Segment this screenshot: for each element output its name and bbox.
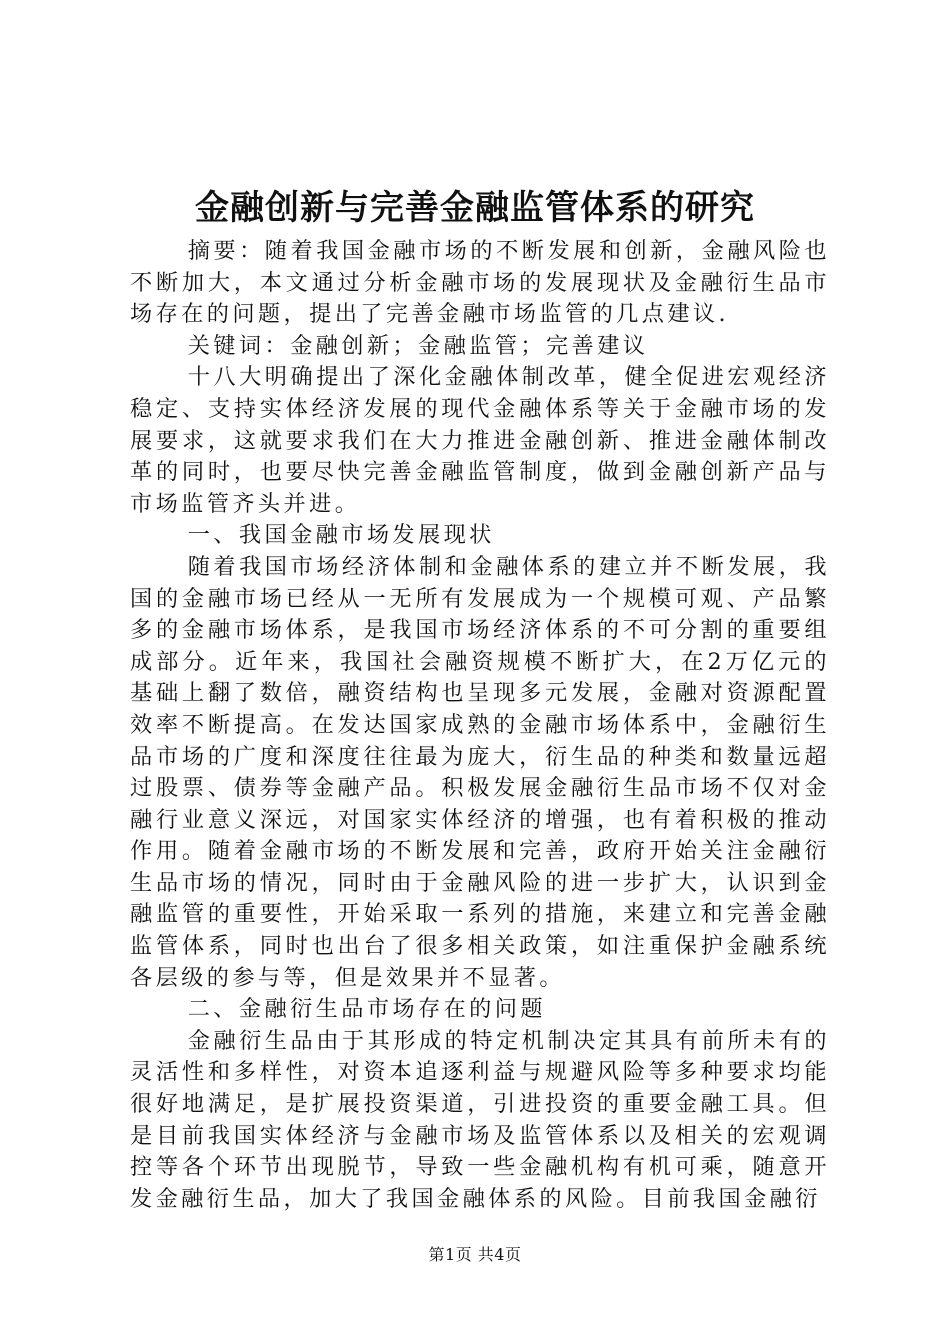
section-heading-2: 二、金融衍生品市场存在的问题: [187, 996, 546, 1023]
document-title: 金融创新与完善金融监管体系的研究: [195, 188, 755, 228]
intro-paragraph: 十八大明确提出了深化金融体制改革，健全促进宏观经济稳定、支持实体经济发展的现代金融体系等关于金融市场的发展要求，这就要求我们在大力推进金融创新、推进金融体制改革的同时，也要尽快完善金融监管制度，做到金融创新产品与市场监管齐头并进。: [130, 364, 830, 517]
section-heading-1: 一、我国金融市场发展现状: [187, 522, 495, 549]
keywords-paragraph: 关键词：金融创新；金融监管；完善建议: [187, 332, 649, 359]
document-body: [130, 236, 830, 1215]
abstract-paragraph: 摘要：随着我国金融市场的不断发展和创新，金融风险也不断加大，本文通过分析金融市场的发展现状及金融衍生品市场存在的问题，提出了完善金融市场监管的几点建议.: [130, 238, 830, 328]
section-1-paragraph: 随着我国市场经济体制和金融体系的建立并不断发展，我国的金融市场已经从一无所有发展成为一个规模可观、产品繁多的金融市场体系，是我国市场经济体系的不可分割的重要组成部分。近年来，我国社会融资规模不断扩大，在2万亿元的基础上翻了数倍，融资结构也呈现多元发展，金融对资源配置效率不断提高。在发达国家成熟的金融市场体系中，金融衍生品市场的广度和深度往往最为庞大，衍生品的种类和数量远超过股票、债券等金融产品。积极发展金融衍生品市场不仅对金融行业意义深远，对国家实体经济的增强，也有着积极的推动作用。随着金融市场的不断发展和完善，政府开始关注金融衍生品市场的情况，同时由于金融风险的进一步扩大，认识到金融监管的重要性，开始采取一系列的措施，来建立和完善金融监管体系，同时也出台了很多相关政策，如注重保护金融系统各层级的参与等，但是效果并不显著。: [130, 553, 830, 991]
section-2-paragraph: 金融衍生品由于其形成的特定机制决定其具有前所未有的灵活性和多样性，对资本追逐利益与规避风险等多种要求均能很好地满足，是扩展投资渠道，引进投资的重要金融工具。但是目前我国实体经济与金融市场及监管体系以及相关的宏观调控等各个环节出现脱节，导致一些金融机构有机可乘，随意开发金融衍生品，加大了我国金融体系的风险。目前我国金融衍: [130, 1027, 830, 1212]
page-number-footer: 第1页 共4页: [428, 1245, 522, 1264]
